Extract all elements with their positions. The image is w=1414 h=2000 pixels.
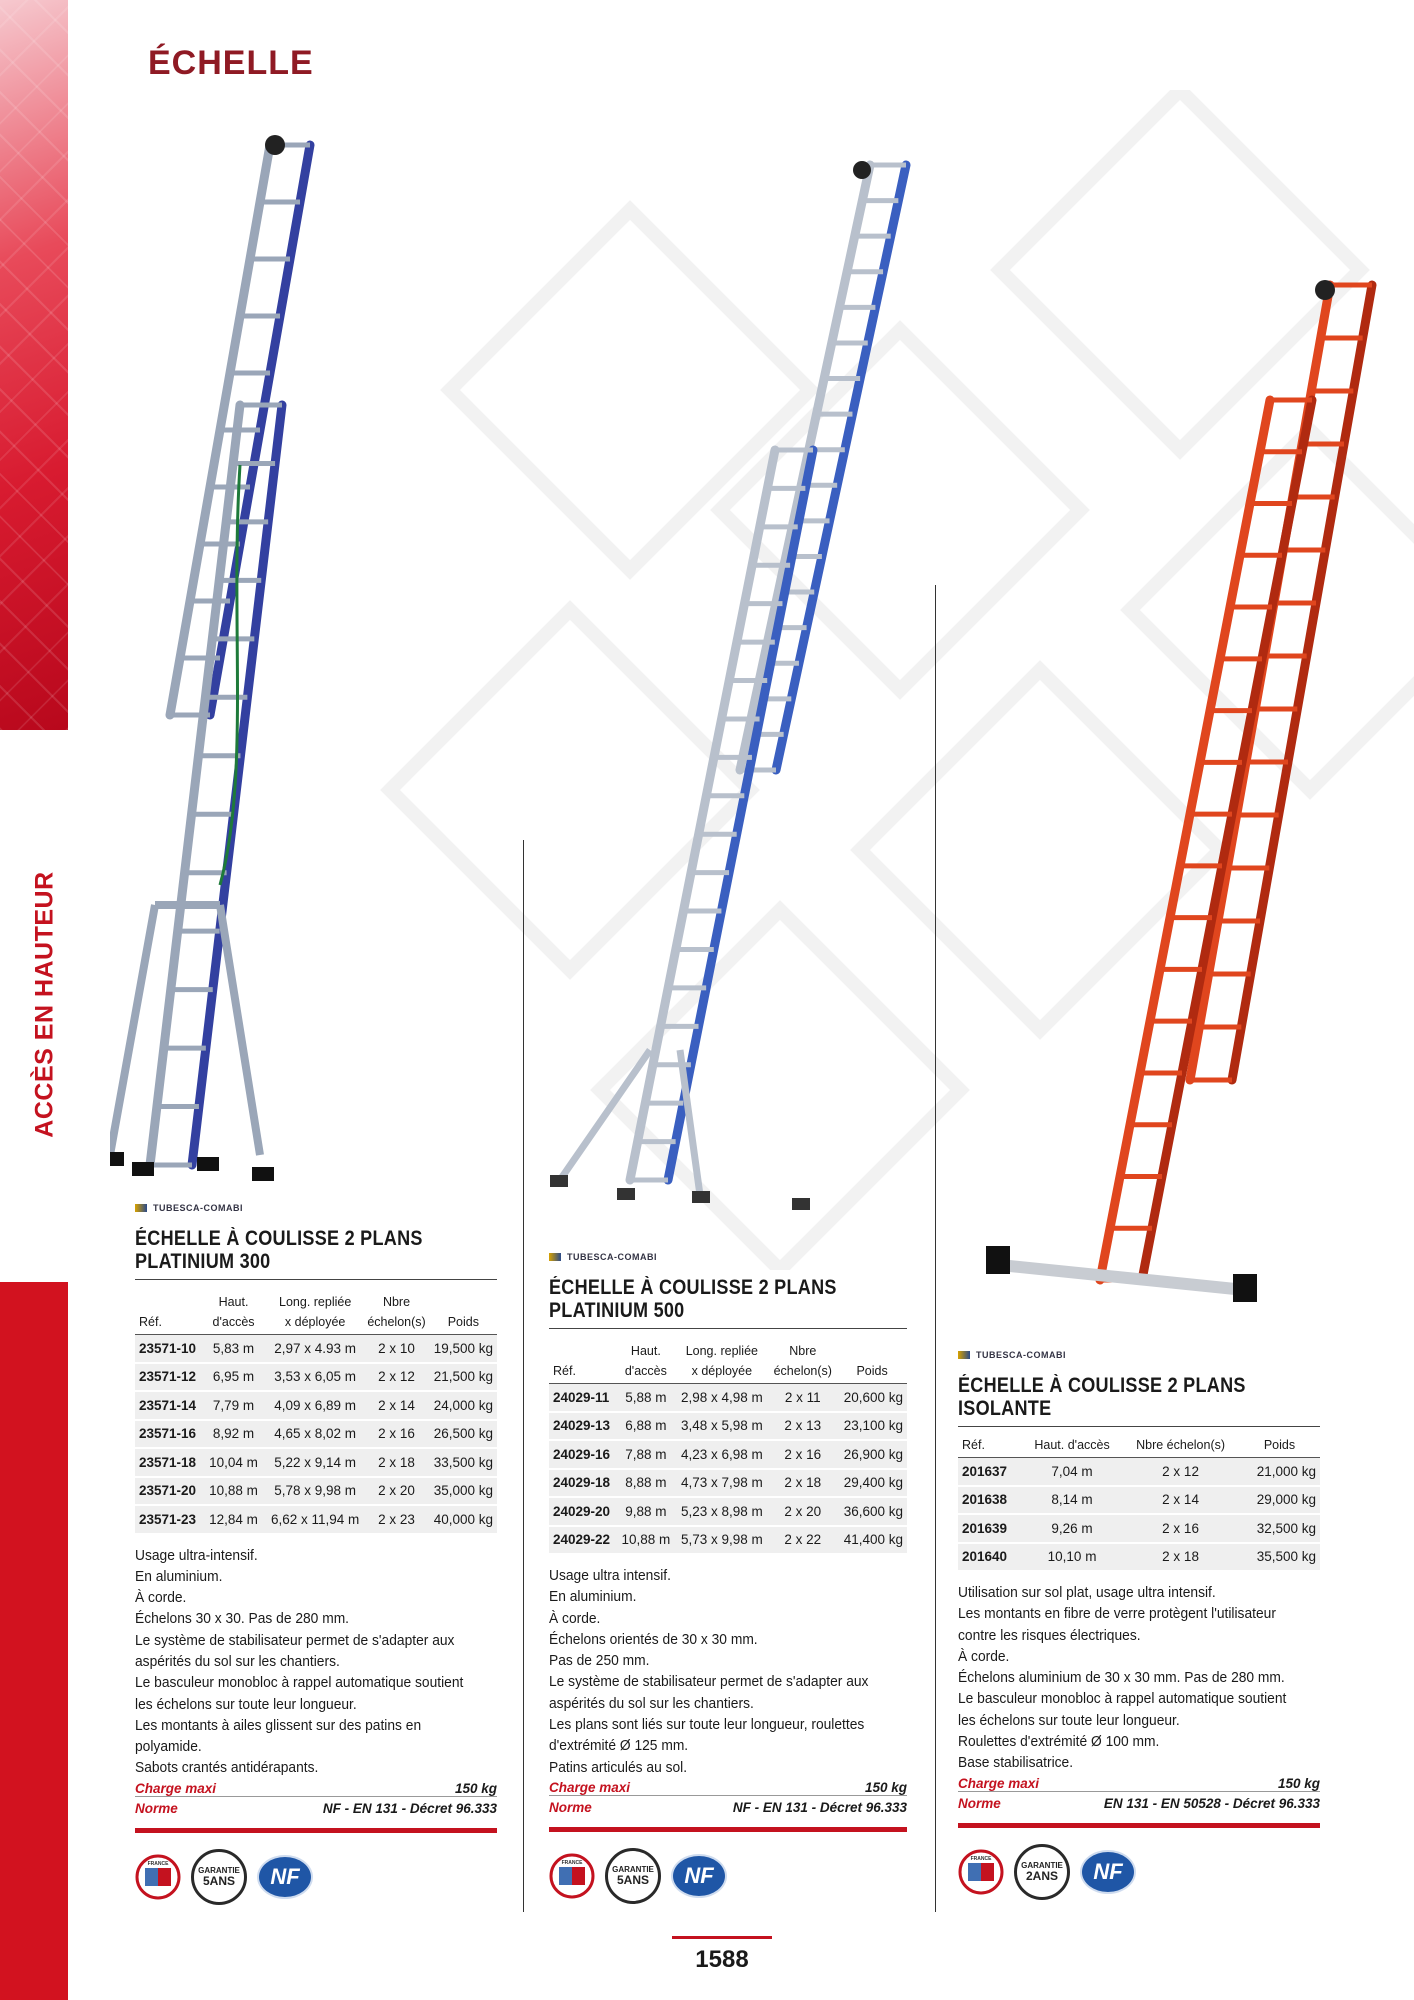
brand-logo: TUBESCA-COMABI [549,1252,907,1262]
table-cell: 8,14 m [1022,1486,1122,1515]
table-cell: 6,95 m [200,1363,267,1392]
section-rule [135,1828,497,1833]
brand-logo: TUBESCA-COMABI [958,1350,1320,1360]
table-row [549,1469,907,1498]
table-cell: 32,500 kg [1239,1514,1320,1543]
table-cell: 2 x 16 [363,1420,429,1449]
table-cell: 5,22 x 9,14 m [267,1448,363,1477]
description-line: Roulettes d'extrémité Ø 100 mm. [958,1733,1160,1751]
svg-text:FRANCE: FRANCE [561,1859,583,1866]
ladder-image-platinium-500 [540,150,920,1230]
table-cell: 26,900 kg [837,1440,907,1469]
product-title: ÉCHELLE À COULISSE 2 PLANS PLATINIUM 300 [135,1227,423,1273]
product-title: ÉCHELLE À COULISSE 2 PLANS ISOLANTE [958,1374,1246,1420]
table-cell: 4,23 x 6,98 m [675,1440,768,1469]
table-cell: 24,000 kg [430,1391,497,1420]
table-cell: 2 x 16 [1122,1514,1239,1543]
table-cell: 2 x 18 [363,1448,429,1477]
guarantee-badge: GARANTIE 5ANS [605,1848,661,1904]
table-cell: 2 x 18 [768,1469,837,1498]
description-line: les échelons sur toute leur longueur. [135,1695,357,1713]
table-cell: 7,79 m [200,1391,267,1420]
table-cell: 21,000 kg [1239,1458,1320,1486]
table-row [135,1420,497,1449]
description-line: Les plans sont liés sur toute leur longueur, roulettes [549,1716,865,1734]
table-cell: 23,100 kg [837,1412,907,1441]
description-line: Le système de stabilisateur permet de s'adapter aux [135,1631,455,1649]
section-label: ACCÈS EN HAUTEUR [30,871,59,1138]
table-cell: 26,500 kg [430,1420,497,1449]
table-cell: 24029-13 [549,1412,616,1441]
table-cell: 5,23 x 8,98 m [675,1497,768,1526]
table-row [549,1384,907,1412]
table-header: Réf. Haut. d'accès Nbre échelon(s) Poids [958,1433,1320,1458]
table-cell: 5,88 m [616,1384,675,1412]
table-cell: 2 x 11 [768,1384,837,1412]
product-card [549,1252,907,1904]
description-line: À corde. [549,1609,601,1627]
table-row [549,1526,907,1555]
description-line: Les montants en fibre de verre protègent l'utilisateur [958,1605,1276,1623]
table-cell: 29,400 kg [837,1469,907,1498]
charge-maxi: Charge maxi 150 kg [549,1779,907,1795]
svg-text:FRANCE: FRANCE [970,1855,992,1862]
made-in-france-icon [549,1853,595,1899]
table-cell: 4,73 x 7,98 m [675,1469,768,1498]
table-cell: 9,26 m [1022,1514,1122,1543]
table-cell: 3,48 x 5,98 m [675,1412,768,1441]
guarantee-badge: GARANTIE 5ANS [191,1849,247,1905]
description-line: À corde. [958,1647,1010,1665]
spec-table [958,1433,1320,1572]
table-cell: 2 x 12 [363,1363,429,1392]
table-cell: 19,500 kg [430,1335,497,1363]
column-divider [523,840,524,1912]
page-number-rule [672,1936,772,1939]
section-rule [958,1823,1320,1828]
page-title: ÉCHELLE [148,44,314,82]
table-cell: 21,500 kg [430,1363,497,1392]
description-line: contre les risques électriques. [958,1626,1141,1644]
product-description [135,1545,468,1779]
description-line: Le basculeur monobloc à rappel automatique soutient [958,1690,1287,1708]
table-row [135,1505,497,1534]
table-header: Réf. Haut. d'accès Long. repliée x déployée Nbre échelon(s) Poids [135,1290,497,1335]
norme: Norme EN 131 - EN 50528 - Décret 96.333 [958,1795,1320,1811]
column-divider [935,585,936,1912]
table-cell: 24029-11 [549,1384,616,1412]
table-row [135,1477,497,1506]
table-cell: 35,000 kg [430,1477,497,1506]
description-line: Pas de 250 mm. [549,1652,650,1670]
table-row [135,1448,497,1477]
table-cell: 2,98 x 4,98 m [675,1384,768,1412]
spec-table [549,1339,907,1555]
table-cell: 7,88 m [616,1440,675,1469]
table-cell: 2 x 10 [363,1335,429,1363]
brand-icon [958,1351,970,1359]
product-description [549,1565,878,1778]
table-row [958,1458,1320,1486]
table-cell: 20,600 kg [837,1384,907,1412]
table-cell: 10,88 m [616,1526,675,1555]
table-cell: 8,88 m [616,1469,675,1498]
table-cell: 33,500 kg [430,1448,497,1477]
made-in-france-icon [135,1854,181,1900]
svg-text:FRANCE: FRANCE [147,1860,169,1867]
charge-maxi: Charge maxi 150 kg [135,1780,497,1796]
description-line: Échelons aluminium de 30 x 30 mm. Pas de 280 mm. [958,1669,1285,1687]
description-line: d'extrémité Ø 125 mm. [549,1737,689,1755]
table-cell: 2 x 12 [1122,1458,1239,1486]
table-cell: 2 x 20 [363,1477,429,1506]
norme: Norme NF - EN 131 - Décret 96.333 [549,1799,907,1815]
page-number: 1588 [695,1946,749,1973]
table-cell: 2 x 14 [363,1391,429,1420]
table-row [135,1363,497,1392]
table-cell: 201638 [958,1486,1022,1515]
table-cell: 3,53 x 6,05 m [267,1363,363,1392]
table-cell: 24029-16 [549,1440,616,1469]
product-card [135,1203,497,1905]
description-line: Sabots crantés antidérapants. [135,1759,319,1777]
table-cell: 201640 [958,1543,1022,1572]
brand-icon [135,1204,147,1212]
table-cell: 5,78 x 9,98 m [267,1477,363,1506]
description-line: aspérités du sol sur les chantiers. [135,1652,340,1670]
table-cell: 10,04 m [200,1448,267,1477]
description-line: Usage ultra-intensif. [135,1546,258,1564]
product-description [958,1582,1291,1774]
brand-logo: TUBESCA-COMABI [135,1203,497,1213]
table-cell: 24029-22 [549,1526,616,1555]
table-cell: 40,000 kg [430,1505,497,1534]
table-row [958,1514,1320,1543]
table-cell: 24029-20 [549,1497,616,1526]
spec-table [135,1290,497,1535]
brand-icon [549,1253,561,1261]
description-line: À corde. [135,1589,187,1607]
guarantee-badge: GARANTIE 2ANS [1014,1844,1070,1900]
table-row [958,1543,1320,1572]
table-header: Réf. Haut. d'accès Long. repliée x déployée Nbre échelon(s) Poids [549,1339,907,1384]
table-cell: 2 x 13 [768,1412,837,1441]
nf-certification-icon: NF [671,1854,727,1898]
product-card [958,1350,1320,1900]
table-cell: 4,09 x 6,89 m [267,1391,363,1420]
charge-maxi: Charge maxi 150 kg [958,1775,1320,1791]
table-cell: 23571-12 [135,1363,200,1392]
certification-badges [958,1844,1320,1900]
table-row [958,1486,1320,1515]
table-cell: 201637 [958,1458,1022,1486]
table-row [549,1497,907,1526]
table-cell: 23571-23 [135,1505,200,1534]
table-row [135,1335,497,1363]
table-cell: 36,600 kg [837,1497,907,1526]
norme: Norme NF - EN 131 - Décret 96.333 [135,1800,497,1816]
table-row [549,1440,907,1469]
table-row [135,1391,497,1420]
table-cell: 2 x 16 [768,1440,837,1469]
table-cell: 5,73 x 9,98 m [675,1526,768,1555]
table-cell: 23571-16 [135,1420,200,1449]
table-cell: 24029-18 [549,1469,616,1498]
table-cell: 2 x 18 [1122,1543,1239,1572]
table-cell: 23571-20 [135,1477,200,1506]
table-cell: 10,88 m [200,1477,267,1506]
table-cell: 7,04 m [1022,1458,1122,1486]
table-cell: 2 x 22 [768,1526,837,1555]
table-row [549,1412,907,1441]
certification-badges [135,1849,497,1905]
table-cell: 2,97 x 4.93 m [267,1335,363,1363]
table-cell: 6,88 m [616,1412,675,1441]
nf-certification-icon: NF [1080,1850,1136,1894]
table-cell: 35,500 kg [1239,1543,1320,1572]
table-cell: 41,400 kg [837,1526,907,1555]
table-cell: 201639 [958,1514,1022,1543]
description-line: Le système de stabilisateur permet de s'adapter aux [549,1673,869,1691]
ladder-image-isolante [980,260,1400,1320]
table-cell: 2 x 14 [1122,1486,1239,1515]
table-cell: 8,92 m [200,1420,267,1449]
ladder-image-platinium-300 [110,125,430,1215]
description-line: Patins articulés au sol. [549,1758,688,1776]
table-cell: 23571-14 [135,1391,200,1420]
table-cell: 6,62 x 11,94 m [267,1505,363,1534]
made-in-france-icon [958,1849,1004,1895]
description-line: En aluminium. [135,1567,223,1585]
table-cell: 23571-10 [135,1335,200,1363]
table-cell: 2 x 20 [768,1497,837,1526]
table-cell: 12,84 m [200,1505,267,1534]
table-cell: 10,10 m [1022,1543,1122,1572]
section-rule [549,1827,907,1832]
product-title: ÉCHELLE À COULISSE 2 PLANS PLATINIUM 500 [549,1276,837,1322]
table-cell: 5,83 m [200,1335,267,1363]
description-line: Utilisation sur sol plat, usage ultra intensif. [958,1584,1216,1601]
description-line: les échelons sur toute leur longueur. [958,1711,1180,1729]
description-line: En aluminium. [549,1588,637,1606]
side-decoration-top [0,0,68,730]
description-line: Les montants à ailes glissent sur des patins en [135,1716,422,1734]
description-line: polyamide. [135,1738,202,1756]
nf-certification-icon: NF [257,1855,313,1899]
certification-badges [549,1848,907,1904]
table-cell: 9,88 m [616,1497,675,1526]
description-line: Base stabilisatrice. [958,1754,1074,1772]
table-cell: 4,65 x 8,02 m [267,1420,363,1449]
table-cell: 23571-18 [135,1448,200,1477]
side-decoration-bottom [0,1282,68,2000]
description-line: Échelons orientés de 30 x 30 mm. [549,1630,758,1648]
table-cell: 29,000 kg [1239,1486,1320,1515]
table-cell: 2 x 23 [363,1505,429,1534]
description-line: Le basculeur monobloc à rappel automatique soutient [135,1674,464,1692]
description-line: aspérités du sol sur les chantiers. [549,1694,754,1712]
description-line: Échelons 30 x 30. Pas de 280 mm. [135,1610,350,1628]
description-line: Usage ultra intensif. [549,1567,671,1584]
